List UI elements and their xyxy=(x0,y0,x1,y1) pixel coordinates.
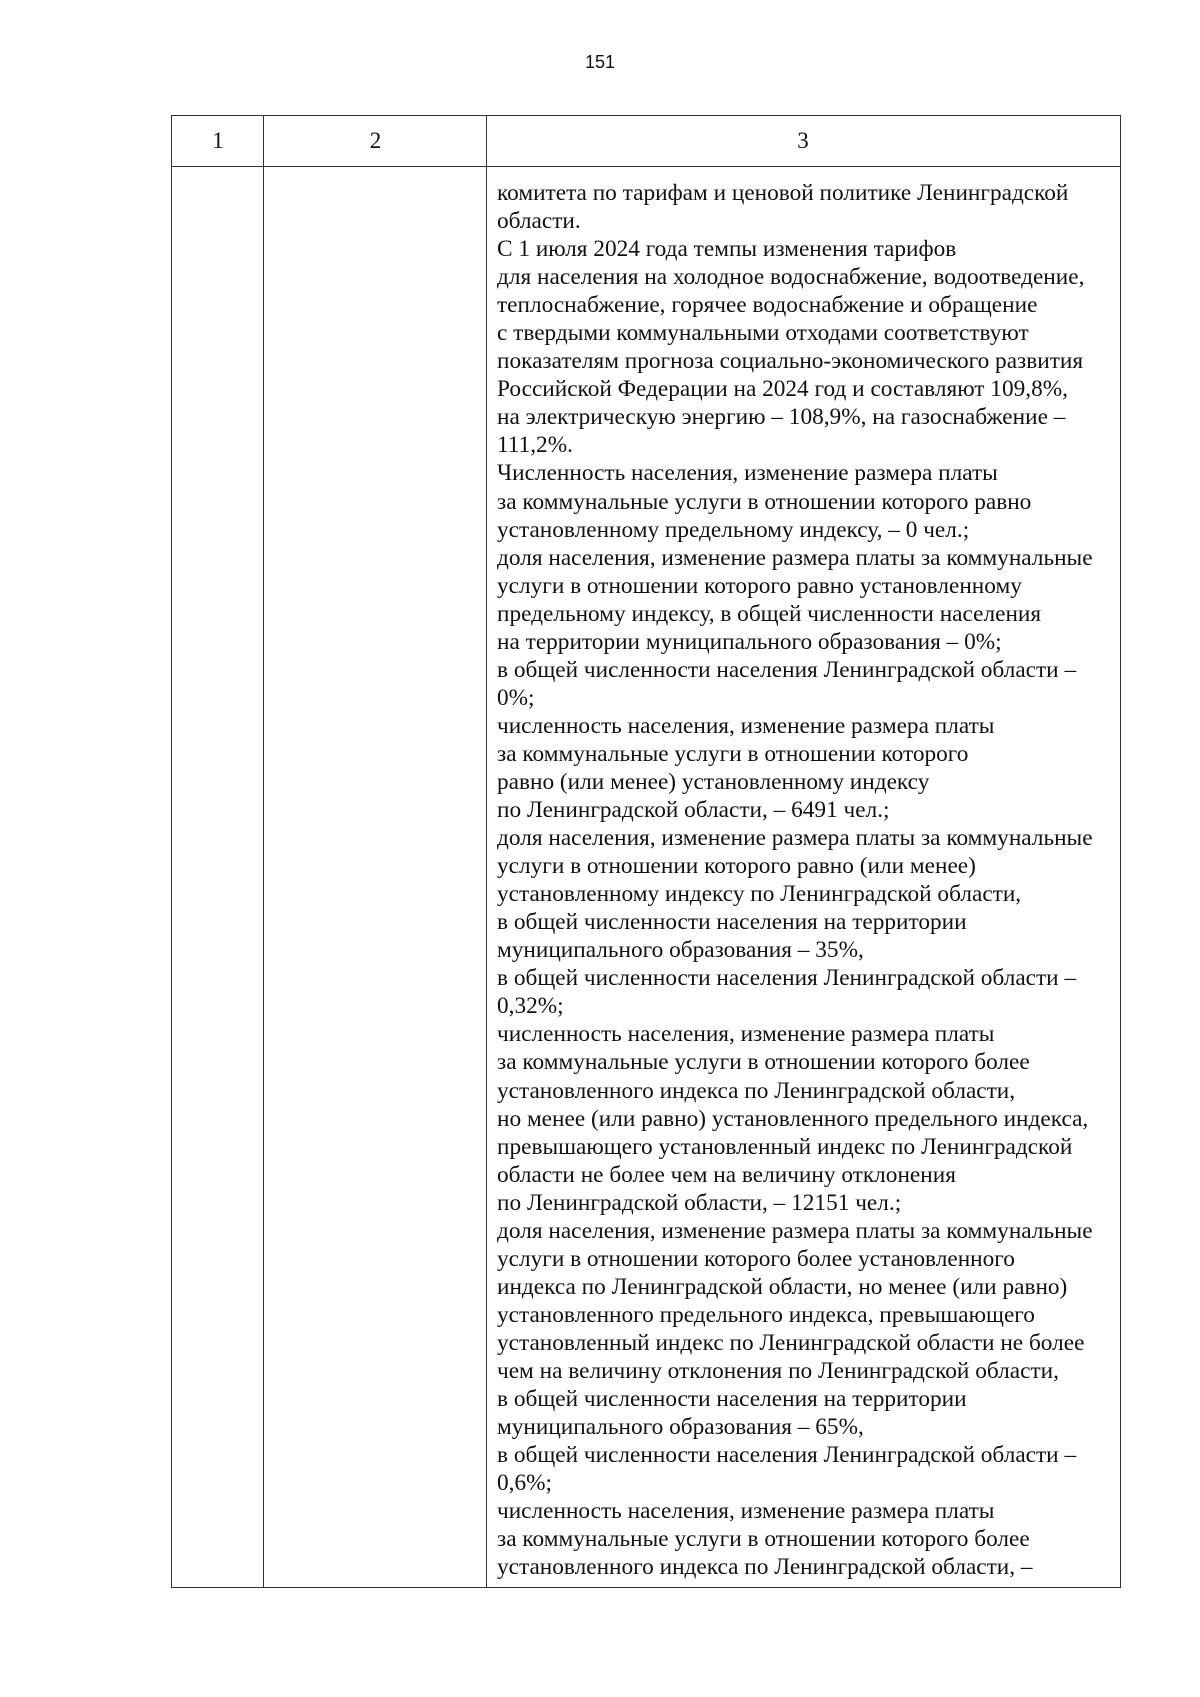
text-line: услуги в отношении которого равно установленному xyxy=(497,572,1022,599)
text-line: услуги в отношении которого равно (или менее) xyxy=(497,853,976,880)
text-line: установленному индексу по Ленинградской области, xyxy=(497,881,1022,908)
text-line: в общей численности населения Ленинградской области – xyxy=(497,656,1077,683)
text-line: по Ленинградской области, – 12151 чел.; xyxy=(497,1189,902,1216)
text-line: на территории муниципального образования – 0%; xyxy=(497,628,1002,655)
text-line: в общей численности населения на территории xyxy=(497,909,967,936)
text-line: в общей численности населения на территории xyxy=(497,1386,967,1413)
text-line: за коммунальные услуги в отношении которого xyxy=(497,740,969,767)
header-col-1: 1 xyxy=(212,128,224,153)
text-line: но менее (или равно) установленного предельного индекса, xyxy=(497,1105,1089,1132)
text-line: численность населения, изменение размера платы xyxy=(497,1498,995,1525)
text-line: превышающего установленный индекс по Ленинградской xyxy=(497,1133,1073,1160)
text-line: чем на величину отклонения по Ленинградской области, xyxy=(497,1357,1059,1384)
text-line: доля населения, изменение размера платы за коммунальные xyxy=(497,825,1093,852)
text-line: установленного индекса по Ленинградской области, – xyxy=(497,1554,1033,1581)
text-line: по Ленинградской области, – 6491 чел.; xyxy=(497,797,890,824)
header-col-3: 3 xyxy=(797,128,809,153)
text-line: показателям прогноза социально-экономического развития xyxy=(497,348,1084,375)
text-line: муниципального образования – 65%, xyxy=(497,1414,864,1441)
text-line: области. xyxy=(497,208,581,235)
page-number: 151 xyxy=(584,52,616,72)
header-col-2: 2 xyxy=(369,128,382,153)
text-line: за коммунальные услуги в отношении которого более xyxy=(497,1526,1030,1553)
text-line: с твердыми коммунальными отходами соответствуют xyxy=(497,320,1029,347)
text-line: доля населения, изменение размера платы за коммунальные xyxy=(497,544,1093,571)
text-line: индекса по Ленинградской области, но менее (или равно) xyxy=(497,1273,1068,1300)
text-line: 0,6%; xyxy=(497,1470,553,1497)
text-line: за коммунальные услуги в отношении которого равно xyxy=(497,488,1032,515)
text-line: за коммунальные услуги в отношении которого более xyxy=(497,1049,1030,1076)
text-line: комитета по тарифам и ценовой политике Ленинградской xyxy=(497,180,1069,206)
text-line: услуги в отношении которого более установленного xyxy=(497,1245,1015,1272)
text-line: установленного индекса по Ленинградской области, xyxy=(497,1077,1016,1104)
text-line: Российской Федерации на 2024 год и составляют 109,8%, xyxy=(497,376,1068,403)
column-divider xyxy=(263,116,264,1587)
text-line: муниципального образования – 35%, xyxy=(497,937,864,964)
column-divider xyxy=(486,116,487,1587)
text-line: 0%; xyxy=(497,684,535,711)
text-line: в общей численности населения Ленинградской области – xyxy=(497,965,1077,992)
text-line: установленному предельному индексу, – 0 чел.; xyxy=(497,516,970,543)
text-line: установленного предельного индекса, превышающего xyxy=(497,1301,1035,1328)
header-divider xyxy=(172,166,1120,167)
text-line: С 1 июля 2024 года темпы изменения тарифов xyxy=(497,236,957,263)
text-line: установленный индекс по Ленинградской области не более xyxy=(497,1329,1085,1356)
text-line: доля населения, изменение размера платы за коммунальные xyxy=(497,1217,1093,1244)
text-line: Численность населения, изменение размера платы xyxy=(497,460,998,487)
text-line: области не более чем на величину отклонения xyxy=(497,1161,956,1188)
text-line: на электрическую энергию – 108,9%, на газоснабжение – xyxy=(497,404,1066,431)
text-line: 0,32%; xyxy=(497,993,564,1020)
document-table xyxy=(171,115,1121,1588)
text-line: в общей численности населения Ленинградской области – xyxy=(497,1442,1077,1469)
text-line: теплоснабжение, горячее водоснабжение и обращение xyxy=(497,292,1038,319)
text-line: равно (или менее) установленному индексу xyxy=(497,768,930,795)
text-line: численность населения, изменение размера платы xyxy=(497,712,995,739)
row-col-3-text xyxy=(497,179,1093,1581)
text-line: 111,2%. xyxy=(497,432,573,459)
text-line: численность населения, изменение размера платы xyxy=(497,1021,995,1048)
text-line: для населения на холодное водоснабжение, водоотведение, xyxy=(497,264,1085,291)
text-line: предельному индексу, в общей численности населения xyxy=(497,600,1042,627)
